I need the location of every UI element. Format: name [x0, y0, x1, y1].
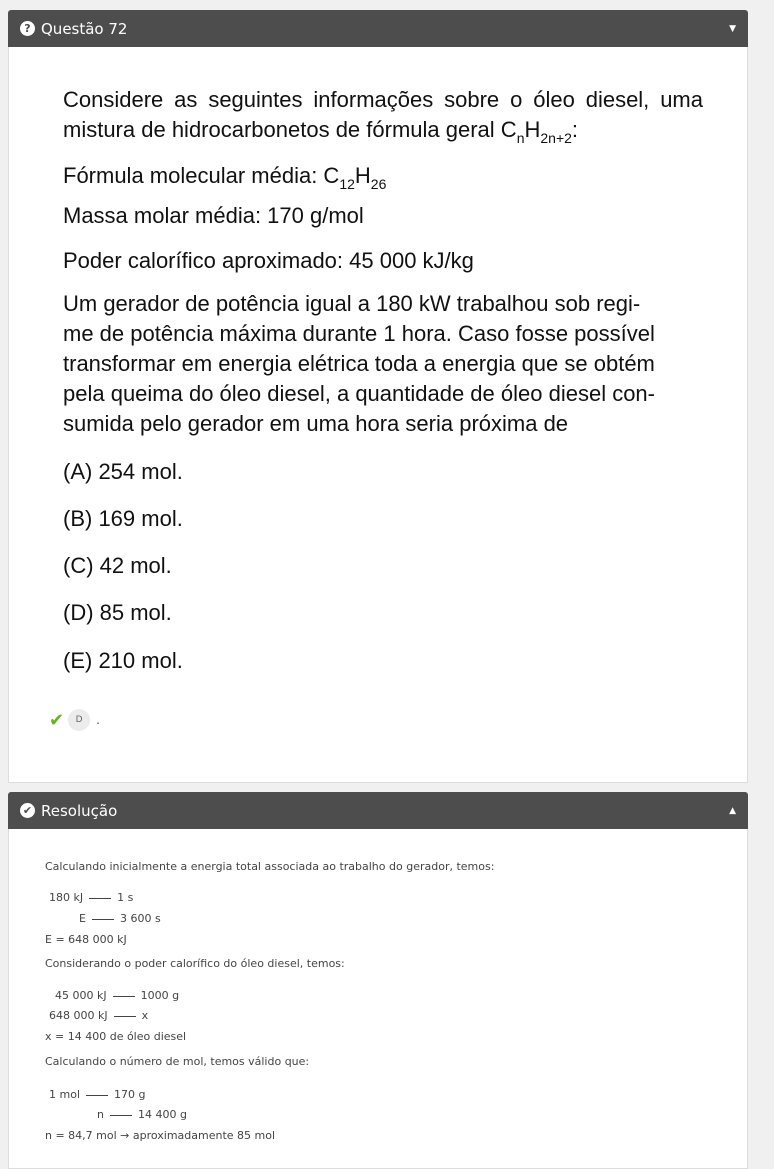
- calc-b2: 648 000 kJ x: [49, 1009, 149, 1022]
- calc-a1: 180 kJ 1 s: [49, 891, 134, 904]
- option-a[interactable]: (A) 254 mol.: [63, 459, 183, 484]
- option-b[interactable]: (B) 169 mol.: [63, 506, 183, 531]
- option-c[interactable]: (C) 42 mol.: [63, 553, 172, 578]
- option-e[interactable]: (E) 210 mol.: [63, 648, 183, 673]
- calc-c2: n 14 400 g: [97, 1108, 187, 1121]
- molecular-formula: Fórmula molecular média: $C_{12}H_{26}$: [63, 163, 387, 192]
- answer-dot: .: [96, 713, 100, 727]
- molar-mass: Massa molar média: 170 g/mol: [63, 203, 364, 228]
- calc-a2: E 3 600 s: [79, 912, 161, 925]
- resolution-line-1: Calculando inicialmente a energia total associada ao trabalho do gerador, temos:: [45, 860, 495, 873]
- problem-text: Um gerador de potência igual a 180 kW trabalhou sob regi- me de potência máxima durante 1 hora. Caso fosse possível transformar em energia elétrica toda a energia que se obtém pela queima do óleo diesel, a quantidade de óleo diesel con- sumida pelo gerador em uma hora seria próxima de: [63, 291, 655, 436]
- calc-c1: 1 mol 170 g: [49, 1088, 146, 1101]
- calc-c3: n = 84,7 mol → aproximadamente 85 mol: [45, 1129, 276, 1142]
- resolution-line-2: Considerando o poder calorífico do óleo diesel, temos:: [45, 957, 345, 970]
- resolution-panel-body: [8, 829, 748, 1169]
- caret-down-icon[interactable]: ▼: [729, 23, 736, 34]
- answer-row: [49, 709, 100, 731]
- question-title: Questão 72: [41, 19, 128, 38]
- caret-up-icon[interactable]: ▲: [729, 805, 736, 816]
- resolution-title: Resolução: [41, 801, 118, 820]
- calc-b3: x = 14 400 de óleo diesel: [45, 1030, 187, 1043]
- calc-a3: E = 648 000 kJ: [45, 933, 127, 946]
- question-intro: Considere as seguintes informações sobre o óleo diesel, uma mistura de hidrocarbonetos de fórmula geral $C_nH_{2n+2}$:: [63, 87, 703, 146]
- calc-b1: 45 000 kJ 1000 g: [55, 989, 180, 1002]
- resolution-line-3: Calculando o número de mol, temos válido que:: [45, 1055, 310, 1068]
- check-circle-icon: ✔: [20, 803, 35, 818]
- answer-badge: D: [68, 709, 90, 731]
- calorific-power: Poder calorífico aproximado: 45 000 kJ/kg: [63, 248, 474, 273]
- resolution-panel-header[interactable]: [8, 792, 748, 829]
- option-d[interactable]: (D) 85 mol.: [63, 600, 172, 625]
- checkmark-icon: ✔: [49, 709, 65, 731]
- question-panel-body: [8, 47, 748, 783]
- question-circle-icon: ?: [20, 21, 35, 36]
- question-panel-header[interactable]: [8, 10, 748, 47]
